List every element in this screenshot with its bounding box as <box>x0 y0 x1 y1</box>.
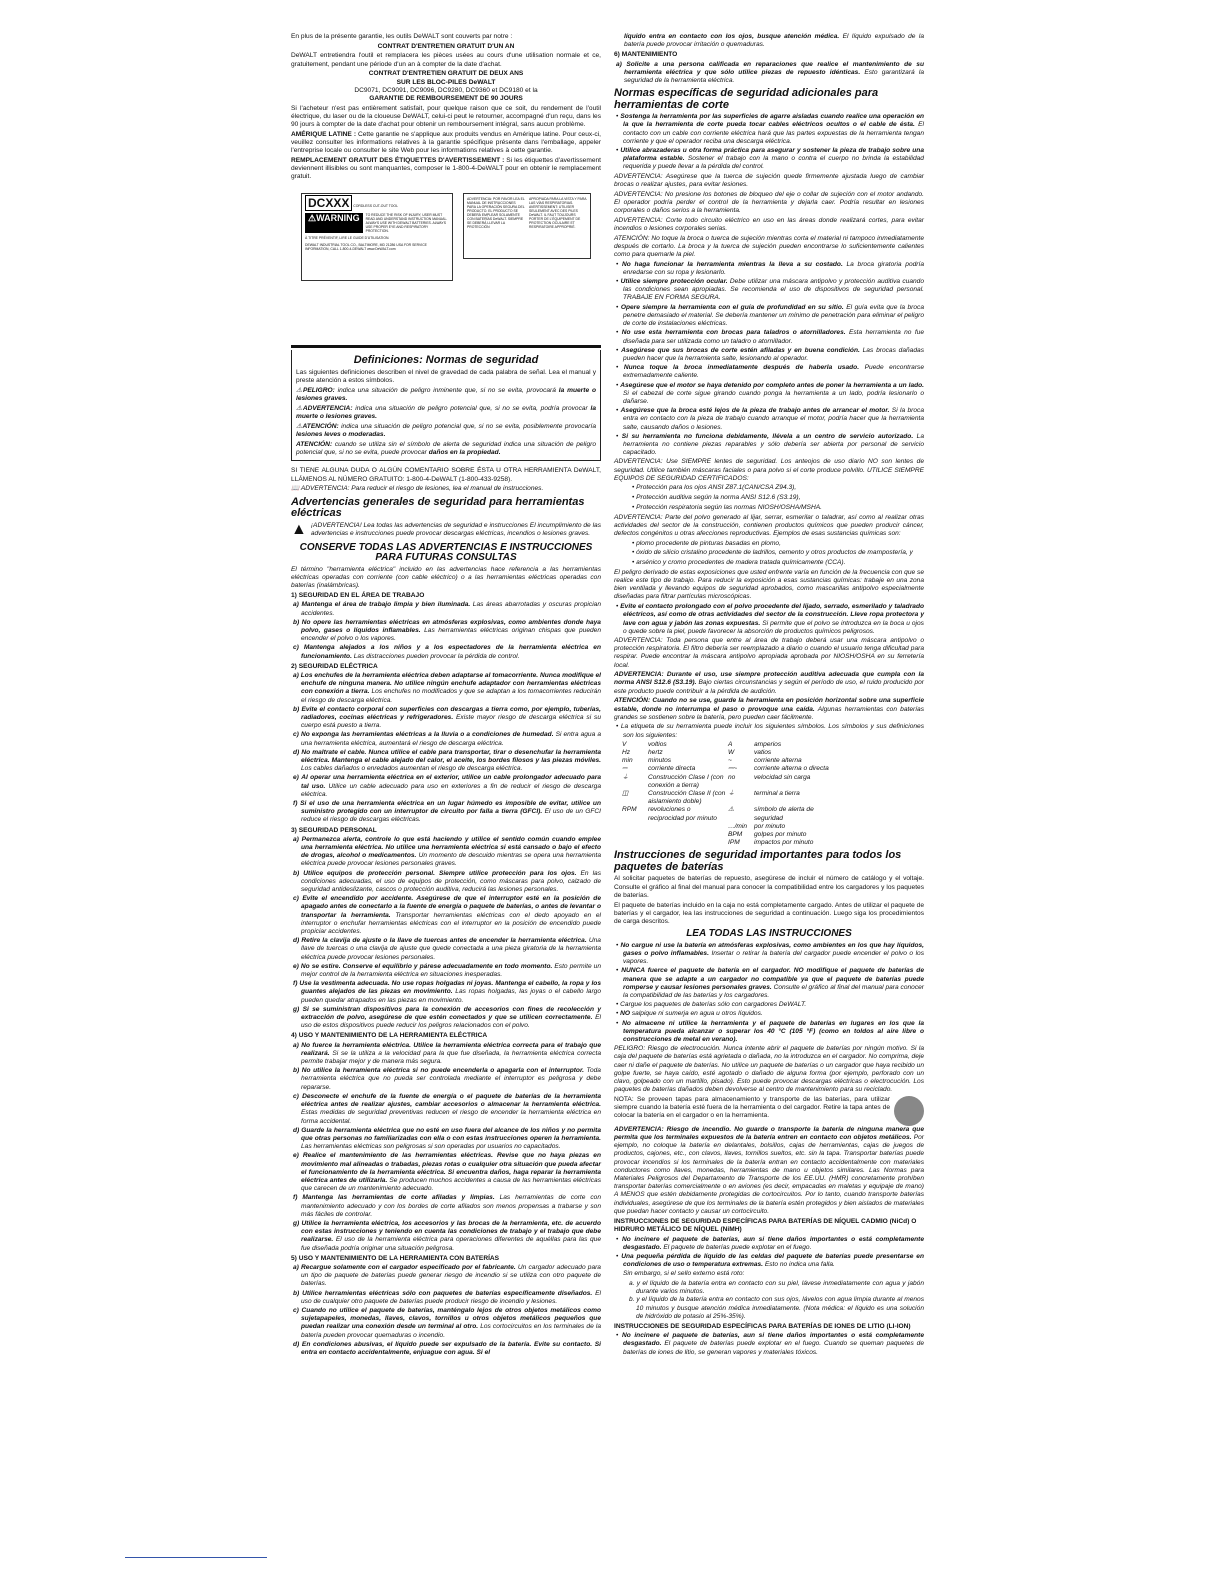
section-item <box>291 1042 601 1067</box>
bullet-bold: Utilice siempre protección ocular. <box>620 278 728 286</box>
bullet-bold: Si su herramienta no funciona debidamente, llévela a un centro de servicio autorizado. <box>621 432 914 440</box>
item-bold: Mantenga las herramientas de corte afiladas y limpias. <box>302 1194 495 1202</box>
exposure-risk: El peligro derivado de estas exposiciones que usted enfrente varía en función de la frecuencia con que se realice este tipo de trabajo. Para reducir la exposición a esas sustancias químicas: trabaje en una zona bien ventilada y llevando equipos de seguridad aprobados, como mascarillas antipolvo especialmente diseñadas para filtrar partículas microscópicas. <box>614 568 924 601</box>
symbol-glyph: IPM <box>728 839 740 847</box>
note-text: NOTA: Se proveen tapas para almacenamiento y transporte de las baterías, para utilizar siempre cuando la batería esté fuera de la herramienta o del cargador. Retire la tapa antes de colocar la batería en el cargador o en la herramienta. <box>614 1095 890 1120</box>
warranty-text-3: Si l'acheteur n'est pas entièrement satisfait, pour quelque raison que ce soit, du rendement de l'outil électrique, du laser ou de la cloueuse DeWALT, celui-ci peut le retourner, accompagné d'un reçu, dans les 90 jours à compter de la date d'achat pour obtenir un remboursement intégral, sans aucun problème. <box>291 104 601 129</box>
warning-5: ADVERTENCIA: Use SIEMPRE lentes de seguridad. Los anteojos de uso diario NO son lentes de seguridad. Utilice también máscaras faciales o para polvo si el corte produce polvillo. UTILICE SIEMPRE EQUIPOS DE SEGURIDAD CERTIFICADOS: <box>614 458 924 482</box>
cutting-rules-list <box>614 113 924 171</box>
bullet-item: • Sostenga la herramienta por las superficies de agarre aisladas cuando realice una operación en la que la herramienta de corte pueda tocar cables eléctricos ocultos o el cable de ésta. El contacto con un cable con corriente eléctrica hará que las partes expuestas de la herramienta tengan corriente y que el operador reciba una descarga eléctrica. <box>616 113 925 145</box>
item-letter: d) <box>293 937 300 945</box>
label-replacement: REMPLACEMENT GRATUIT DES ÉTIQUETTES D'AVERTISSEMENT : Si les étiquettes d'avertissement deviennent illisibles ou sont manquantes, composer le 1-800-4-DeWALT pour en obtenir le remplacement gratuit. <box>291 156 601 181</box>
item-bold: En condiciones abusivas, el líquido puede ser expulsado de la batería. Evite su contacto. Si entra en contacto accidentalmente, enjuague con agua. Si el <box>301 1340 601 1356</box>
section-item <box>291 1194 601 1219</box>
bullet-text: Esto no indica una falla. <box>764 1261 835 1269</box>
symbol-meaning <box>648 839 728 847</box>
item-bold: Si el uso de una herramienta eléctrica en un lugar húmedo es imposible de evitar, utilice un suministro protegido con un interruptor de circuito por falla a tierra (GFCI). <box>300 799 601 816</box>
item-letter: c) <box>293 1092 299 1100</box>
bullet-text: Cargue los paquetes de baterías sólo con cargadores DeWALT. <box>620 1001 807 1009</box>
item-text: Un cargador adecuado para un tipo de paquete de baterías puede generar riesgo de incendio si se utiliza con otro paquete de baterías. <box>301 1263 601 1288</box>
bullet-text: Si el cabezal de corte sigue girando cuando ponga la herramienta a un lado, podría lesionarlo o dañarse. <box>623 389 924 405</box>
symbol-meaning: golpes por minuto <box>754 831 807 839</box>
symbol-glyph: ⎓ <box>622 765 628 773</box>
seal-a: a. y el líquido de la batería entra en contacto con su piel, lávese inmediatamente con agua y jabón durante varios minutos. <box>629 1280 924 1296</box>
bullet-text: El guía evita que la broca penetre demasiado el material. Se debería mantener un mínimo de penetración para eliminar el peligro de corte de instalaciones eléctricas. <box>623 303 925 328</box>
bullet-item: • Cargue los paquetes de baterías sólo con cargadores DeWALT. <box>616 1001 807 1009</box>
item-bold: Utilice equipos de protección personal. Siempre utilice protección para los ojos. <box>303 869 577 877</box>
battery-rules-list <box>614 942 924 1044</box>
bullet-text: Si la broca entra en contacto con la pieza de trabajo cuando arranque el motor, podría hacer que la herramienta salte, causando daños o lesiones. <box>623 407 924 431</box>
section-item <box>291 1127 601 1152</box>
item-text: En las condiciones adecuadas, el uso de equipos de protección, como máscaras para polvo, calzado de seguridad antideslizante, cascos o protección auditiva, reducirá las lesiones personales. <box>301 869 601 894</box>
label-warning-text: TO REDUCE THE RISK OF INJURY, USER MUST READ AND UNDERSTAND INSTRUCTION MANUAL. ALWAYS USE WITH DEWALT BATTERIES. ALWAYS USE PROPER EYE AND RESPIRATORY PROTECTION. <box>365 213 448 234</box>
bullet-text: Insertar o retirar la batería del cargador puede encender el polvo o los vapores. <box>623 949 924 966</box>
symbol-meaning: vatios <box>754 749 772 757</box>
item-letter: a) <box>293 1041 299 1049</box>
item-letter: a) <box>293 1263 299 1271</box>
bullet-text: Puede encontrarse extremadamente caliente. <box>623 364 924 380</box>
bullet-item: • Utilice siempre protección ocular. Debe utilizar una máscara antipolvo y protección auditiva cuando las condiciones sean apropiadas. Se recomienda el uso de dispositivos de seguridad personal. TRABAJE EN FORMA SEGURA. <box>616 278 924 302</box>
item-letter: b) <box>293 618 300 626</box>
item-bold: Utilice herramientas eléctricas sólo con paquetes de baterías específicamente diseñados. <box>302 1289 593 1297</box>
warranty-heading-2b: SUR LES BLOC-PILES DeWALT <box>396 78 496 86</box>
section-item <box>291 937 601 962</box>
bullet-bold: No cargue ni use la batería en atmósferas explosivas, como ambientes en los que hay líquidos, gases o polvo inflamables. <box>620 941 925 957</box>
item-bold: Evite el encendido por accidente. Asegúrese de que el interruptor esté en la posición de apagado antes de conectarlo a la fuente de energía o paquete de baterías, o antes de levantar o transportar la herramienta. <box>301 895 601 919</box>
label-fr-text: À TITRE PRÉVENTIF, LIRE LE GUIDE D'UTILISATION. <box>305 236 390 241</box>
symbol-glyph: …/min <box>728 822 748 830</box>
warning-3: ADVERTENCIA: Corte todo circuito eléctrico en uso en las áreas donde realizará cortes, para evitar incendios o lesiones corporales serias. <box>614 216 924 232</box>
section-item <box>291 963 601 979</box>
item-letter: c) <box>293 895 299 903</box>
warning-2: ADVERTENCIA: No presione los botones de bloqueo del eje o collar de sujeción con el motor andando. El operador podría perder el control de la herramienta y dejarla caer. Podría resultar en lesiones corporales o daños serios a la herramienta. <box>614 190 924 214</box>
right-column <box>614 33 924 1358</box>
item-text: Los enchufes no modificados y que se adaptan a los tomacorrientes reducirán el riesgo de descarga eléctrica. <box>301 688 601 704</box>
read-all-heading: LEA TODAS LAS INSTRUCCIONES <box>686 928 852 940</box>
definitions-box <box>291 350 601 461</box>
item-text: Un momento de descuido mientras se opera una herramienta eléctrica puede provocar lesiones personales graves. <box>301 852 601 868</box>
maintenance-item: a) Solicite a una persona calificada en reparaciones que realice el mantenimiento de su herramienta eléctrica y que sólo utilice piezas de repuesto idénticas. Esto garantizará la seguridad de la herramienta eléctrica. <box>616 60 924 85</box>
section-heading: 5) USO Y MANTENIMIENTO DE LA HERRAMIENTA CON BATERÍAS <box>291 1254 500 1262</box>
bullet-bold: No use esta herramienta con brocas para taladros o atornilladores. <box>621 329 846 337</box>
item-bold: Cuando no utilice el paquete de baterías, manténgalo lejos de otros objetos metálicos como sujetapapeles, monedas, llaves, clavos, tornillos u otros objetos metálicos pequeños que puedan realizar una conexión desde un terminal al otro. <box>301 1306 602 1331</box>
symbol-glyph: A <box>728 740 733 748</box>
section-item <box>291 1341 601 1357</box>
label-adv-fr: APROPIADA PARA LA VISTA Y PARA LAS VÍAS RESPIRATORIAS. AVERTISSEMENT: UTILISER SEULEMENT AVEC DES PILES DeWALT. IL FAUT TOUJOURS PORTER DE L'ÉQUIPEMENT DE PROTECTION OCULAIRE ET RESPIRATOIRE APPROPRIÉ. <box>529 197 587 230</box>
item-letter: b) <box>293 705 300 713</box>
symbol-glyph: Hz <box>622 749 631 757</box>
section-item <box>291 870 601 895</box>
bullet-item: • No almacene ni utilice la herramienta y el paquete de baterías en lugares en los que la temperatura pueda alcanzar o superar los 40 °C (105 °F) (como en toldos al aire libre o construcciones de metal en verano). <box>616 1019 924 1043</box>
symbol-meaning <box>648 823 728 831</box>
section-item <box>291 1264 601 1289</box>
item-bold: Si se suministran dispositivos para la conexión de accesorios con fines de recolección y extracción de polvo, asegúrese de que estén conectados y que se utilicen correctamente. <box>301 1005 601 1022</box>
item-text: Esto permite un mejor control de la herramienta eléctrica en situaciones inesperadas. <box>301 962 601 979</box>
item-letter: b) <box>293 1067 300 1075</box>
item-letter: a) <box>293 601 299 609</box>
symbol-glyph <box>622 839 648 847</box>
section-item <box>291 895 601 936</box>
warranty-heading-2a: CONTRAT D'ENTRETIEN GRATUIT DE DEUX ANS <box>368 70 524 78</box>
symbols-table <box>614 741 924 848</box>
alert-triangle-icon: ▲ <box>291 520 307 538</box>
item-bold: Recargue solamente con el cargador especificado por el fabricante. <box>301 1263 516 1271</box>
item-letter: c) <box>293 731 299 739</box>
item-bold: Los enchufes de la herramienta eléctrica deben adaptarse al tomacorriente. Nunca modifique el enchufe de ninguna manera. No utilice ningún enchufe adaptador con herramientas eléctricas con conexión a tierra. <box>300 671 601 696</box>
item-bold: Retire la clavija de ajuste o la llave de tuercas antes de encender la herramienta eléctrica. <box>301 937 587 945</box>
item-letter: f) <box>293 799 298 807</box>
item-letter: f) <box>293 980 298 988</box>
item-text: El uso de cualquier otro paquete de baterías puede producir riesgo de incendio y lesiones. <box>301 1289 601 1305</box>
item-letter: e) <box>293 1152 299 1160</box>
label-adv-es: ADVERTENCIA: POR FAVOR LEA EL MANUAL DE INSTRUCCIONES PARA LA OPERACIÓN SEGURA DEL PRODUCTO. EL PRODUCTO SE DEBERÁ EMPLEAR SOLAMENTE CON BATERÍAS DeWALT. SIEMPRE SE DEBERÁ LLEVAR LA PROTECCIÓN <box>467 197 525 230</box>
symbol-meaning: símbolo de alerta de seguridad <box>754 806 814 822</box>
section-item <box>291 1220 601 1253</box>
sub-bullet: • Protección auditiva según la norma ANSI S12.6 (S3.19), <box>632 494 801 502</box>
warning-10: ADVERTENCIA: Riesgo de incendio. No guarde o transporte la batería de ninguna manera que permita que los terminales expuestos de la batería entren en contacto con objetos metálicos. Por ejemplo, no coloque la batería en delantales, bolsillos, cajas de herramientas, cajas de juegos de productos, cajones, etc., con clavos, llaves, tornillos sueltos, etc. sin la tapa. Transportar baterías puede provocar incendios si los terminales de la batería entran en contacto accidentalmente con materiales conductores como llaves, monedas, herramientas de mano u objetos similares. Las Normas para Materiales Peligrosos del Departamento de Transporte de los EE.UU. (HMR) concretamente prohíben transportar baterías comercialmente o en aviones (es decir, empacadas en maletas y equipaje de mano) A MENOS que estén debidamente protegidas de cortocircuitos. Por lo tanto, cuando transporte baterías individuales, asegúrese de que los terminales de la batería estén protegidos y bien aislados de materiales que puedan hacer contacto y causar un cortocircuito. <box>614 1125 924 1215</box>
symbol-meaning: corriente alterna o directa <box>754 765 829 773</box>
latin-america: AMÉRIQUE LATINE : Cette garantie ne s'applique aux produits vendus en Amérique latine. Pour ceux-ci, veuillez consulter les informations relatives à la garantie spécifique présente dans l'emballage, appeler l'entreprise locale ou consulter le site Web pour les informations relatives à cette garantie. <box>291 130 601 155</box>
section-heading: 1) SEGURIDAD EN EL ÁREA DE TRABAJO <box>291 592 425 600</box>
bullet-text: La broca giratoria podría enredarse con su ropa y lesionarlo. <box>623 260 924 276</box>
item-bold: Utilice la herramienta eléctrica, los accesorios y las brocas de la herramienta, etc. de acuerdo con estas instrucciones y teniendo en cuenta las condiciones de trabajo y el trabajo que debe realizarse. <box>301 1219 601 1244</box>
bullet-text: Esta herramienta no fue diseñada para ser utilizada como un taladro o atornillador. <box>623 329 924 345</box>
symbol-glyph: ⎓~ <box>728 765 738 773</box>
bullet-text: La herramienta no contiene piezas reparables y sólo debería ser abierta por personal de servicio capacitado. <box>623 432 925 457</box>
item-bold: No fuerce la herramienta eléctrica. Utilice la herramienta eléctrica correcta para el trabajo que realizará. <box>301 1041 601 1057</box>
symbol-glyph: ⏚ <box>622 773 629 781</box>
symbol-meaning: amperios <box>754 740 782 748</box>
section-item <box>291 672 601 705</box>
bullet-item: • Utilice abrazaderas u otra forma práctica para asegurar y sostener la pieza de trabajo sobre una plataforma estable. Sostener el trabajo con la mano o contra el cuerpo no brinda la estabilidad requerida y puede llevar a la pérdida del control. <box>616 147 924 171</box>
bullet-item: • NUNCA fuerce el paquete de batería en el cargador. NO modifique el paquete de baterías de manera que se adapte a un cargador no compatible ya que el paquete de baterías puede romperse y causar lesiones personales graves. Consulte el gráfico al final del manual para conocer la compatibilidad de las baterías y los cargadores. <box>616 967 924 999</box>
section-item <box>291 749 601 774</box>
section-rule <box>291 345 601 348</box>
symbol-meaning: corriente directa <box>648 765 696 773</box>
symbol-meaning: minutos <box>648 757 672 765</box>
footer-rule <box>125 1557 267 1558</box>
bullet-bold: NUNCA fuerce el paquete de batería en el cargador. NO modifique el paquete de baterías de manera que se adapte a un cargador no compatible ya que el paquete de baterías puede romperse y causar lesiones personales graves. <box>621 967 924 991</box>
item-bold: No opere las herramientas eléctricas en atmósferas explosivas, como ambientes donde haya polvo, gases o líquidos inflamables. <box>301 618 601 634</box>
bullet-item: • Una pequeña pérdida de líquido de las celdas del paquete de baterías puede presentarse en condiciones de uso o temperatura extremas. Esto no indica una falla. <box>616 1252 925 1269</box>
bullet-text: El paquete de baterías puede explotar en el fuego. <box>663 1243 812 1251</box>
def-advertencia: ⚠ADVERTENCIA: indica una situación de peligro potencial que, si no se evita, podría provocar la muerte o lesiones graves. <box>296 404 596 420</box>
section-item <box>291 1067 601 1092</box>
section-item <box>291 731 601 747</box>
bullet-item: • Si su herramienta no funciona debidamente, llévela a un centro de servicio autorizado. La herramienta no contiene piezas reparables y sólo debería ser abierta por personal de servicio capacitado. <box>616 432 925 457</box>
section-heading: 3) SEGURIDAD PERSONAL <box>291 826 377 834</box>
symbol-meaning: voltios <box>648 740 667 748</box>
item-text: Las herramientas de corte con mantenimiento adecuado y con los bordes de corte afilados son menos propensas a trabarse y son más fáciles de controlar. <box>301 1194 601 1218</box>
item-letter: c) <box>293 1306 299 1314</box>
sub-bullet-text: plomo procedente de pinturas basadas en plomo, <box>636 539 781 547</box>
bullet-item: • NO salpique ni sumerja en agua u otros líquidos. <box>616 1010 763 1018</box>
protection-list <box>614 484 924 512</box>
section-item <box>291 619 601 644</box>
item-text: Existe mayor riesgo de descarga eléctrica si su cuerpo está puesto a tierra. <box>301 713 601 730</box>
battery-para-2: El paquete de baterías incluido en la caja no está completamente cargado. Antes de utilizar el paquete de baterías y el cargador, lea las instrucciones de seguridad a continuación. Luego siga los procedimientos de carga descritos. <box>614 901 924 925</box>
sub-bullet: • plomo procedente de pinturas basadas en plomo, <box>632 539 781 547</box>
label-warning-badge: ⚠WARNING <box>305 213 363 233</box>
warranty-intro: En plus de la présente garantie, les outils DeWALT sont couverts par notre : <box>291 33 513 40</box>
item-text: Las herramientas eléctricas originan chispas que pueden encender el polvo o los vapores. <box>301 626 601 643</box>
item-letter: a) <box>293 835 299 843</box>
item-text: Toda herramienta eléctrica que no pueda ser controlada mediante el interruptor es peligrosa y debe repararse. <box>301 1067 601 1091</box>
section-item <box>291 774 601 799</box>
chemicals-list <box>614 540 924 568</box>
item-text: Las distracciones pueden provocar la pérdida de control. <box>353 652 520 660</box>
bullet-item: • No haga funcionar la herramienta mientras la lleva a su costado. La broca giratoria podría enredarse con su ropa y lesionarlo. <box>616 260 924 276</box>
sub-bullet: • Protección respiratoria según las normas NIOSH/OSHA/MSHA. <box>632 503 822 511</box>
item-letter: g) <box>293 1219 300 1227</box>
section-item <box>291 1290 601 1306</box>
item-letter: e) <box>293 962 299 970</box>
warning-8: ADVERTENCIA: Durante el uso, use siempre protección auditiva adecuada que cumpla con la norma ANSI S12.6 (S3.19). Bajo ciertas circunstancias y según el período de uso, el ruido producido por este producto puede contribuir a la pérdida de audición. <box>614 671 925 695</box>
bullet-bold: Asegúrese que sus brocas de corte estén afiladas y en buena condición. <box>621 346 860 354</box>
item-letter: b) <box>293 869 300 877</box>
bullet-text: Sostener el trabajo con la mano o contra el cuerpo no brinda la estabilidad requerida y puede llevar a la pérdida del control. <box>623 155 924 171</box>
item-bold: No exponga las herramientas eléctricas a la lluvia o a condiciones de humedad. <box>300 731 554 739</box>
bullet-item: • Nunca toque la broca inmediatamente después de haberla usado. Puede encontrarse extremadamente caliente. <box>616 364 924 380</box>
safety-sections <box>291 592 601 1357</box>
section-heading: 4) USO Y MANTENIMIENTO DE LA HERRAMIENTA ELÉCTRICA <box>291 1032 488 1040</box>
section-item <box>291 1307 601 1340</box>
symbols-intro: • La etiqueta de su herramienta puede incluir los siguientes símbolos. Los símbolos y sus definiciones son los siguientes: <box>616 723 924 739</box>
bullet-text: Debe utilizar una máscara antipolvo y protección auditiva cuando las condiciones sean apropiadas. Se recomienda el uso de dispositivos de seguridad personal. TRABAJE EN FORMA SEGURA. <box>623 278 924 302</box>
section-item <box>291 1093 601 1126</box>
item-letter: b) <box>293 1289 300 1297</box>
bullet-bold: Opere siempre la herramienta con el guía de profundidad en su sitio. <box>620 303 844 311</box>
item-bold: Evite el contacto corporal con superficies con descargas a tierra como, por ejemplo, tuberías, radiadores, cocinas eléctricas y refrigeradores. <box>301 705 602 721</box>
label-model-sub: CORDLESS CUT-OUT TOOL <box>353 204 398 209</box>
nicd-list <box>614 1236 924 1270</box>
section-item <box>291 980 601 1005</box>
continuation: líquido entra en contacto con los ojos, busque atención médica. El líquido expulsado de la batería puede provocar irritación o quemaduras. <box>624 33 925 49</box>
tool-label-image <box>291 193 601 285</box>
item-text: Las ropas holgadas, las joyas o el cabello largo pueden quedar atrapados en las piezas en movimiento. <box>301 988 601 1004</box>
section-item <box>291 601 601 617</box>
symbol-meaning: Construcción Clase I (con conexión a tierra) <box>648 773 724 789</box>
item-text: El uso de un GFCI reduce el riesgo de descargas eléctricas. <box>301 808 601 824</box>
section-item <box>291 644 601 660</box>
label-english <box>301 193 453 281</box>
item-letter: d) <box>293 1126 300 1134</box>
bullet-bold: No almacene ni utilice la herramienta y el paquete de baterías en lugares en los que la temperatura pueda alcanzar o superar los 40 °C (105 °F) (como en toldos al aire libre o construcciones de metal en verano). <box>622 1019 924 1043</box>
warranty-text-1: DeWALT entretiendra l'outil et remplacera les pièces usées au cours d'une utilisation normale et ce, gratuitement, pendant une période d'un an à compter de la date d'achat. <box>291 52 601 68</box>
warranty-heading-1: CONTRAT D'ENTRETIEN GRATUIT D'UN AN <box>377 42 515 50</box>
item-bold: Al operar una herramienta eléctrica en el exterior, utilice un cable prolongador adecuado para tal uso. <box>301 774 602 790</box>
label-spanish <box>463 193 591 259</box>
item-letter: e) <box>293 774 299 782</box>
symbol-glyph: ~ <box>728 757 732 765</box>
item-text: Las herramientas eléctricas son peligrosas si son operadas por usuarios no capacitados. <box>301 1143 561 1151</box>
sub-bullet: • arsénico y cromo procedentes de madera tratada químicamente (CCA). <box>632 559 846 567</box>
bullet-bold: No incinere el paquete de baterías, aun si tiene daños importantes o está completamente desgastado. <box>621 1235 924 1251</box>
dust-rule: • Evite el contacto prolongado con el polvo procedente del lijado, serrado, esmerilado y taladrado eléctricos, así como de otras actividades del sector de la construcción. Lleve ropa protectora y lave con agua y jabón las zonas expuestas. Si permite que el polvo se introduzca en la boca u ojos o quede sobre la piel, puede favorecer la absorción de productos químicos peligrosos. <box>616 603 924 635</box>
item-text: Una llave de tuercas o una clavija de ajuste que quede conectada a una pieza giratoria de la herramienta eléctrica puede provocar lesiones personales. <box>301 937 601 961</box>
item-bold: Realice el mantenimiento de las herramientas eléctricas. Revise que no haya piezas en movimiento mal alineadas o trabadas, piezas rotas o cualquier otra situación que pueda afectar el funcionamiento de la herramienta eléctrica. Si encuentra daños, haga reparar la herramienta eléctrica antes de utilizarla. <box>301 1152 601 1184</box>
seal-text: Sin embargo, si el sello externo está roto: <box>623 1270 745 1278</box>
warning-7: ADVERTENCIA: Toda persona que entre al área de trabajo deberá usar una máscara antipolvo o protección respiratoria. El filtro debería ser reemplazado a diario o cuando el usuario tenga dificultad para respirar. Puede encontrar la máscara antipolvo apropiada aprobada por NIOSH/OSHA en su ferretería local. <box>614 636 924 669</box>
item-text: Transportar herramientas eléctricas con el dedo apoyado en el interruptor o enchufar herramientas eléctricas con el interruptor en la posición de encendido puede propiciar accidentes. <box>301 911 601 936</box>
bullet-text: salpique ni sumerja en agua u otros líquidos. <box>631 1010 763 1018</box>
item-text: Si entra agua a una herramienta eléctrica, aumentará el riesgo de descarga eléctrica. <box>301 731 601 747</box>
section-item <box>291 1152 601 1193</box>
item-bold: Desconecte el enchufe de la fuente de energía o el paquete de baterías de la herramienta eléctrica antes de realizar ajustes, cambiar accesorios o almacenar la herramienta eléctrica. <box>301 1092 601 1109</box>
bullet-item: • Asegúrese que la broca esté lejos de la pieza de trabajo antes de arrancar el motor. Si la broca entra en contacto con la pieza de trabajo cuando arranque el motor, podría hacer que la herramienta salte, causando daños o lesiones. <box>616 407 924 431</box>
symbol-glyph: min <box>622 757 633 765</box>
bullet-item: • No cargue ni use la batería en atmósferas explosivas, como ambientes en los que hay líquidos, gases o polvo inflamables. Insertar o retirar la batería del cargador puede encender el polvo o los vapores. <box>616 941 925 966</box>
sub-bullet-text: Protección respiratoria según las normas NIOSH/OSHA/MSHA. <box>636 503 822 511</box>
warning-6: ADVERTENCIA: Parte del polvo generado al lijar, serrar, esmerilar o taladrar, así como al realizar otras actividades del sector de la construcción, contienen productos químicos que pueden producir cáncer, defectos congénitos u otras afecciones reproductivas. Ejemplos de esas sustancias químicas son: <box>614 513 924 537</box>
bullet-bold: Nunca toque la broca inmediatamente después de haberla usado. <box>623 364 860 372</box>
bullet-bold: No haga funcionar la herramienta mientras la lleva a su costado. <box>622 260 843 268</box>
nicd-heading: INSTRUCCIONES DE SEGURIDAD ESPECÍFICAS PARA BATERÍAS DE NÍQUEL CADMIO (NiCd) O HIDRURO METÁLICO DE NÍQUEL (NiMH) <box>614 1218 917 1234</box>
section-item <box>291 706 601 731</box>
note-block <box>614 1096 924 1126</box>
symbol-meaning: por minuto <box>754 822 786 830</box>
symbol-glyph: V <box>622 740 627 748</box>
sub-bullet: • óxido de silicio cristalino procedente de ladrillos, cemento y otros productos de mampostería, y <box>632 549 913 557</box>
definitions-title: Definiciones: Normas de seguridad <box>353 354 539 367</box>
general-warnings-title: Advertencias generales de seguridad para herramientas eléctricas <box>291 495 585 520</box>
battery-cap-icon <box>894 1096 924 1126</box>
item-letter: a) <box>293 671 299 679</box>
maintenance-heading: 6) MANTENIMIENTO <box>614 51 678 59</box>
warning-9: ATENCIÓN: Cuando no se use, guarde la herramienta en posición horizontal sobre una superficie estable, donde no interrumpa el paso o provoque una caída. Algunas herramientas con baterías grandes se sostienen sobre la batería, pero pueden caer fácilmente. <box>614 697 924 721</box>
bullet-bold: Sostenga la herramienta por las superficies de agarre aisladas cuando realice una operación en la que la herramienta de corte pueda tocar cables eléctricos ocultos o el cable de ésta. <box>620 113 925 129</box>
item-text: Utilice un cable adecuado para uso en exteriores a fin de reducir el riesgo de descarga eléctrica. <box>301 782 601 798</box>
warning-4: ATENCIÓN: No toque la broca o tuerca de sujeción mientras corta el material ni tampoco inmediatamente después de cortarlo. La broca y la tuerca de sujeción pueden encontrarse lo suficientemente calientes como para quemarle la piel. <box>614 234 924 258</box>
item-bold: Permanezca alerta, controle lo que está haciendo y utilice el sentido común cuando emplee una herramienta eléctrica. No utilice una herramienta eléctrica si está cansado o bajo el efecto de drogas, alcohol o medicamentos. <box>301 835 601 860</box>
phone-contact: SI TIENE ALGUNA DUDA O ALGÚN COMENTARIO SOBRE ÉSTA U OTRA HERRAMIENTA DeWALT, LLÁMENOS AL NÚMERO GRATUITO: 1-800-4-DeWALT (1-800-433-9258). <box>291 467 601 483</box>
item-letter: c) <box>293 644 299 652</box>
symbol-meaning <box>648 831 728 839</box>
item-text: Estas medidas de seguridad preventivas reducen el riesgo de encender la herramienta eléctrica en forma accidental. <box>301 1109 601 1125</box>
danger-electrocution: PELIGRO: Riesgo de electrocución. Nunca intente abrir el paquete de baterías por ningún motivo. Si la caja del paquete de baterías está agrietada o dañada, no la introduzca en el cargador. No comprima, deje caer ni dañe el paquete de baterías. No utilice un paquete de baterías o un cargador que haya recibido un golpe fuerte, se haya caído, esté agotado o dañado de alguna forma (por ejemplo, perforado con un clavo, golpeado con un martillo, pisado). Esto puede provocar descargas eléctricas o electrocución. Los paquetes de baterías dañados deben devolverse al centro de mantenimiento para su reciclado. <box>614 1045 924 1094</box>
item-text: Se producen muchos accidentes a causa de las herramientas eléctricas que carecen de un mantenimiento adecuado. <box>301 1176 601 1193</box>
bullet-bold: Utilice abrazaderas u otra forma práctica para asegurar y sostener la pieza de trabajo sobre una plataforma estable. <box>620 147 924 163</box>
bullet-item: • No use esta herramienta con brocas para taladros o atornilladores. Esta herramienta no fue diseñada para ser utilizada como un taladro o atornillador. <box>616 329 924 345</box>
item-bold: Guarde la herramienta eléctrica que no esté en uso fuera del alcance de los niños y no permita que otras personas no familiarizadas con ella o con estas instrucciones operen la herramienta. <box>301 1126 601 1142</box>
seal-b: b. y el líquido de la batería entra en contacto con sus ojos, lávelos con agua limpia durante al menos 10 minutos y busque atención médica inmediatamente. (Nota médica: el líquido es una solución de hidróxido de potasio al 25%-35%). <box>629 1296 924 1320</box>
item-text: Los cortocircuitos en los terminales de la batería pueden provocar quemaduras o incendio. <box>301 1323 602 1339</box>
term-definition: El término "herramienta eléctrica" incluido en las advertencias hace referencia a las herramientas eléctricas operadas con corriente (con cable eléctrico) o a las herramientas eléctricas operadas con baterías (inalámbricas). <box>291 565 601 589</box>
item-text: El uso de estos dispositivos puede reducir los peligros relacionados con el polvo. <box>301 1014 601 1030</box>
symbol-glyph: W <box>728 749 735 757</box>
label-model: DCXXX <box>305 195 352 211</box>
bullet-bold: Asegúrese que la broca esté lejos de la pieza de trabajo antes de arrancar el motor. <box>620 407 890 415</box>
item-letter: d) <box>293 748 300 756</box>
sub-bullet-text: Protección auditiva según la norma ANSI S12.6 (S3.19), <box>636 494 801 502</box>
section-heading: 2) SEGURIDAD ELÉCTRICA <box>291 662 378 670</box>
item-text: Si se la utiliza a la velocidad para la que fue diseñada, la herramienta eléctrica correcta permite trabajar mejor y de manera más segura. <box>301 1049 601 1066</box>
item-bold: Mantenga el área de trabajo limpia y bien iluminada. <box>301 601 471 609</box>
warranty-heading-2c: DC9071, DC9091, DC9096, DC9280, DC9360 et DC9180 et la <box>354 86 538 94</box>
left-column <box>291 33 601 1358</box>
liion-item: • No incinere el paquete de baterías, aun si tiene daños importantes o está completamente desgastado. El paquete de baterías puede explotar en el fuego. Cuando se queman paquetes de baterías de iones de litio, se generan vapores y materiales tóxicos. <box>616 1332 924 1356</box>
sub-bullet-text: Protección para los ojos ANSI Z87.1(CAN/CSA Z94.3), <box>636 484 797 492</box>
def-atencion-2: ATENCIÓN: cuando se utiliza sin el símbolo de alerta de seguridad indica una situación de peligro potencial que, si no se evita, puede provocar daños en la propiedad. <box>296 440 596 456</box>
symbol-glyph: ⚠ <box>728 806 734 814</box>
item-text: El uso de la herramienta eléctrica para operaciones diferentes de aquéllas para las que fue diseñada podría originar una situación peligrosa. <box>301 1236 601 1252</box>
symbol-glyph <box>622 831 648 839</box>
item-text: Las áreas abarrotadas y oscuras propician accidentes. <box>301 601 601 617</box>
sub-bullet-text: óxido de silicio cristalino procedente de ladrillos, cemento y otros productos de mampostería, y <box>636 549 913 557</box>
general-warning-text: ¡ADVERTENCIA! Lea todas las advertencias de seguridad e instrucciones El incumplimiento de las advertencias e instrucciones puede provocar descargas eléctricas, incendios o lesiones graves. <box>310 521 601 537</box>
symbol-glyph: ◫ <box>622 790 629 798</box>
liion-heading: INSTRUCCIONES DE SEGURIDAD ESPECÍFICAS PARA BATERÍAS DE IONES DE LITIO (LI-ION) <box>614 1323 911 1331</box>
def-atencion: ⚠ATENCIÓN: indica una situación de peligro potencial que, si no se evita, posiblemente provocaría lesiones leves o moderadas. <box>296 422 596 438</box>
bullet-item: • Opere siempre la herramienta con el guía de profundidad en su sitio. El guía evita que la broca penetre demasiado el material. Se debería mantener un mínimo de penetración para eliminar el peligro de corte de instalaciones eléctricas. <box>616 303 925 328</box>
item-bold: Mantenga alejados a los niños y a los espectadores de la herramienta eléctrica en funcionamiento. <box>301 644 601 660</box>
item-letter: f) <box>293 1194 298 1202</box>
bullet-text: Consulte el gráfico al final del manual para conocer la compatibilidad de las baterías y los cargadores. <box>623 983 924 999</box>
bullet-item: • No incinere el paquete de baterías, aun si tiene daños importantes o está completamente desgastado. El paquete de baterías puede explotar en el fuego. <box>616 1235 924 1251</box>
label-address: DEWALT INDUSTRIAL TOOL CO., BALTIMORE, MD 21286 USA FOR SERVICE INFORMATION, CALL 1-800-4-DEWALT www.DeWALT.com <box>305 243 427 252</box>
section-item <box>291 836 601 869</box>
bullet-item: • Asegúrese que el motor se haya detenido por completo antes de poner la herramienta a un lado. Si el cabezal de corte sigue girando cuando ponga la herramienta a un lado, podría lesionarlo o dañarse. <box>616 381 924 405</box>
adv-read-manual: 📖 ADVERTENCIA: Para reducir el riesgo de lesiones, lea el manual de instrucciones. <box>291 485 544 493</box>
def-peligro: ⚠PELIGRO: indica una situación de peligro inminente que, si no se evita, provocará la muerte o lesiones graves. <box>296 386 596 403</box>
conserve-heading: CONSERVE TODAS LAS ADVERTENCIAS E INSTRUCCIONES PARA FUTURAS CONSULTAS <box>299 541 593 563</box>
item-letter: g) <box>293 1005 300 1013</box>
item-bold: No maltrate el cable. Nunca utilice el cable para transportar, tirar o desenchufar la herramienta eléctrica. Mantenga el cable alejado del calor, el aceite, los bordes filosos y las piezas móviles. <box>301 748 601 764</box>
item-bold: Use la vestimenta adecuada. No use ropas holgadas ni joyas. Mantenga el cabello, la ropa y los guantes alejados de las piezas en movimiento. <box>299 980 601 996</box>
item-bold: No utilice la herramienta eléctrica si no puede encenderla o apagarla con el interruptor. <box>301 1067 584 1075</box>
item-bold: No se estire. Conserve el equilibrio y párese adecuadamente en todo momento. <box>300 962 553 970</box>
bullet-item: • Asegúrese que sus brocas de corte estén afiladas y en buena condición. Las brocas dañadas pueden hacer que la herramienta salte, lesionando al operador. <box>616 346 924 362</box>
bullet-text: Las brocas dañadas pueden hacer que la herramienta salte, lesionando al operador. <box>623 346 924 362</box>
section-item <box>291 800 601 825</box>
battery-title: Instrucciones de seguridad importantes para todos los paquetes de baterías <box>614 849 902 873</box>
sub-bullet: • Protección para los ojos ANSI Z87.1(CAN/CSA Z94.3), <box>632 484 797 492</box>
item-letter: d) <box>293 1340 300 1348</box>
warranty-heading-3: GARANTIE DE REMBOURSEMENT DE 90 JOURS <box>369 94 523 102</box>
symbol-glyph: no <box>728 773 736 781</box>
symbol-meaning: revoluciones o reciprocidad por minuto <box>648 806 717 822</box>
bullet-bold: Asegúrese que el motor se haya detenido por completo antes de poner la herramienta a un lado. <box>620 381 924 389</box>
cutting-rules-title: Normas específicas de seguridad adicionales para herramientas de corte <box>614 87 879 111</box>
symbol-meaning: corriente alterna <box>754 757 802 765</box>
bullet-text: El contacto con un cable con corriente eléctrica hará que las partes expuestas de la herramienta tengan corriente y que el operador reciba una descarga eléctrica. <box>623 121 924 145</box>
bullet-bold: NO <box>620 1010 631 1018</box>
tool-rules-list <box>614 261 924 458</box>
section-item <box>291 1006 601 1031</box>
item-text: Los cables dañados o enredados aumentan el riesgo de descarga eléctrica. <box>301 765 523 773</box>
symbol-meaning: terminal a tierra <box>754 790 800 798</box>
symbol-glyph: ⏚ <box>728 790 735 798</box>
symbol-meaning: velocidad sin carga <box>754 773 811 781</box>
symbol-meaning: Construcción Clase II (con aislamiento doble) <box>648 790 726 806</box>
general-warning <box>291 522 601 540</box>
battery-para-1: Al solicitar paquetes de baterías de repuesto, asegúrese de incluir el número de catálogo y el voltaje. Consulte el gráfico al final del manual para conocer la compatibilidad entre los cargadores y los paquetes de baterías. <box>614 875 924 899</box>
symbol-meaning: hertz <box>648 749 663 757</box>
symbol-glyph: BPM <box>728 831 743 839</box>
bullet-bold: Una pequeña pérdida de líquido de las celdas del paquete de baterías puede presentarse en condiciones de uso o temperatura extremas. <box>621 1252 925 1269</box>
symbol-meaning: impactos por minuto <box>754 839 814 847</box>
sub-bullet-text: arsénico y cromo procedentes de madera tratada químicamente (CCA). <box>636 559 846 567</box>
symbol-glyph: RPM <box>622 806 637 814</box>
definitions-intro: Las siguientes definiciones describen el nivel de gravedad de cada palabra de señal. Lea el manual y preste atención a estos símbolos. <box>296 368 596 385</box>
symbol-glyph <box>622 823 648 831</box>
warning-1: ADVERTENCIA: Asegúrese que la tuerca de sujeción quede firmemente ajustada luego de cambiar brocas o realizar ajustes, para evitar lesiones. <box>614 172 924 188</box>
